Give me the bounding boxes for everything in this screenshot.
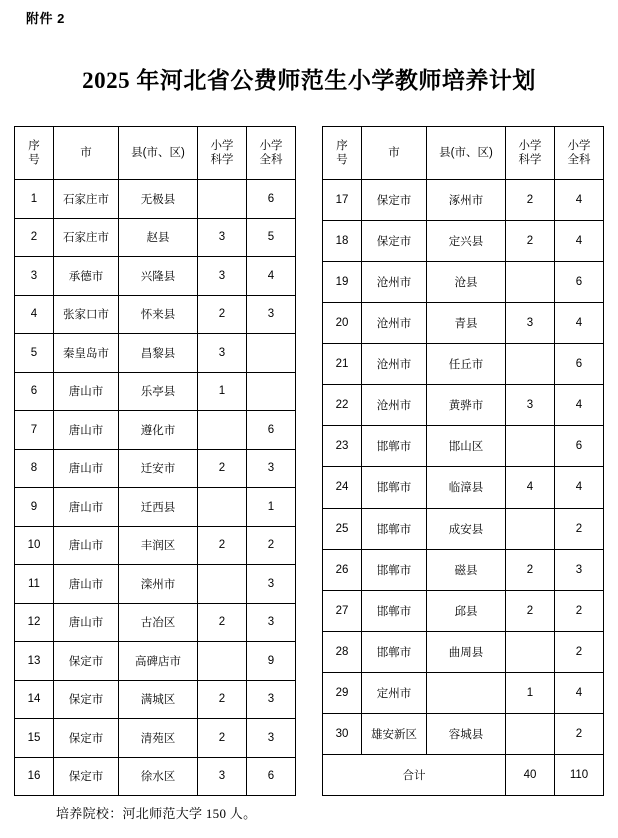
cell-city: 雄安新区 — [362, 713, 427, 754]
cell-county: 青县 — [427, 303, 506, 344]
cell-science — [506, 631, 555, 672]
table-row — [15, 334, 296, 373]
cell-science: 2 — [198, 449, 247, 488]
cell-city: 唐山市 — [54, 411, 119, 450]
cell-index: 12 — [15, 603, 54, 642]
cell-county: 邱县 — [427, 590, 506, 631]
cell-city: 保定市 — [54, 757, 119, 796]
cell-city: 邯郸市 — [362, 467, 427, 508]
cell-all: 2 — [555, 590, 604, 631]
cell-index: 10 — [15, 526, 54, 565]
cell-science — [198, 642, 247, 681]
cell-science: 4 — [506, 467, 555, 508]
cell-index: 27 — [323, 590, 362, 631]
cell-science: 2 — [198, 719, 247, 758]
cell-county: 满城区 — [119, 680, 198, 719]
table-row — [15, 642, 296, 681]
cell-science — [506, 344, 555, 385]
cell-city: 保定市 — [362, 221, 427, 262]
cell-city: 保定市 — [54, 719, 119, 758]
cell-science: 3 — [198, 218, 247, 257]
table-header-right — [323, 127, 604, 180]
table-row — [323, 303, 604, 344]
cell-all: 4 — [555, 180, 604, 221]
cell-all: 2 — [555, 713, 604, 754]
cell-science — [506, 713, 555, 754]
cell-science: 2 — [506, 180, 555, 221]
cell-index: 25 — [323, 508, 362, 549]
cell-county: 高碑店市 — [119, 642, 198, 681]
cell-all: 4 — [555, 303, 604, 344]
cell-city: 沧州市 — [362, 303, 427, 344]
cell-county: 曲周县 — [427, 631, 506, 672]
cell-all: 3 — [247, 449, 296, 488]
column-header-index: 序 号 — [15, 127, 54, 180]
cell-total-label: 合计 — [323, 754, 506, 795]
cell-city: 邯郸市 — [362, 508, 427, 549]
cell-county: 乐亭县 — [119, 372, 198, 411]
table-row — [323, 426, 604, 467]
table-row — [15, 257, 296, 296]
cell-index: 8 — [15, 449, 54, 488]
header-row — [15, 127, 296, 180]
cell-all: 2 — [555, 631, 604, 672]
cell-index: 20 — [323, 303, 362, 344]
table-row — [323, 385, 604, 426]
cell-county: 兴隆县 — [119, 257, 198, 296]
cell-index: 28 — [323, 631, 362, 672]
cell-city: 唐山市 — [54, 565, 119, 604]
table-row — [15, 449, 296, 488]
cell-city: 邯郸市 — [362, 631, 427, 672]
cell-all: 2 — [555, 508, 604, 549]
cell-all: 3 — [247, 565, 296, 604]
cell-all: 6 — [247, 411, 296, 450]
cell-city: 保定市 — [54, 642, 119, 681]
cell-all: 3 — [247, 295, 296, 334]
cell-county: 滦州市 — [119, 565, 198, 604]
table-row — [323, 713, 604, 754]
cell-science: 2 — [506, 590, 555, 631]
cell-science: 3 — [198, 334, 247, 373]
cell-county: 怀来县 — [119, 295, 198, 334]
cell-county: 丰润区 — [119, 526, 198, 565]
cell-county — [427, 672, 506, 713]
table-total-row — [323, 754, 604, 795]
cell-county: 迁西县 — [119, 488, 198, 527]
table-row — [323, 590, 604, 631]
cell-science: 2 — [198, 526, 247, 565]
cell-city: 秦皇岛市 — [54, 334, 119, 373]
cell-county: 遵化市 — [119, 411, 198, 450]
table-row — [323, 549, 604, 590]
header-row — [323, 127, 604, 180]
cell-city: 定州市 — [362, 672, 427, 713]
cell-index: 2 — [15, 218, 54, 257]
cell-science: 1 — [198, 372, 247, 411]
table-row — [15, 603, 296, 642]
cell-all: 4 — [555, 221, 604, 262]
cell-city: 邯郸市 — [362, 549, 427, 590]
cell-index: 14 — [15, 680, 54, 719]
cell-city: 邯郸市 — [362, 590, 427, 631]
cell-index: 5 — [15, 334, 54, 373]
tables-container — [0, 126, 618, 796]
cell-index: 19 — [323, 262, 362, 303]
table-row — [323, 221, 604, 262]
cell-city: 沧州市 — [362, 344, 427, 385]
cell-science: 3 — [198, 257, 247, 296]
cell-index: 16 — [15, 757, 54, 796]
cell-county: 任丘市 — [427, 344, 506, 385]
cell-science — [506, 426, 555, 467]
cell-science: 2 — [506, 549, 555, 590]
cell-county: 沧县 — [427, 262, 506, 303]
cell-all: 4 — [555, 385, 604, 426]
cell-city: 唐山市 — [54, 526, 119, 565]
cell-county: 昌黎县 — [119, 334, 198, 373]
table-row — [323, 262, 604, 303]
cell-all: 1 — [247, 488, 296, 527]
table-row — [15, 757, 296, 796]
cell-index: 13 — [15, 642, 54, 681]
table-row — [323, 508, 604, 549]
table-row — [323, 672, 604, 713]
cell-science — [198, 411, 247, 450]
cell-all: 5 — [247, 218, 296, 257]
cell-all: 3 — [555, 549, 604, 590]
cell-county: 迁安市 — [119, 449, 198, 488]
table-header-left — [15, 127, 296, 180]
table-row — [323, 467, 604, 508]
cell-city: 唐山市 — [54, 449, 119, 488]
table-row — [323, 180, 604, 221]
page-title: 2025 年河北省公费师范生小学教师培养计划 — [82, 68, 536, 93]
cell-all: 4 — [555, 467, 604, 508]
cell-index: 21 — [323, 344, 362, 385]
column-header-index: 序 号 — [323, 127, 362, 180]
cell-science: 1 — [506, 672, 555, 713]
cell-county: 临漳县 — [427, 467, 506, 508]
cell-county: 涿州市 — [427, 180, 506, 221]
cell-total-all: 110 — [555, 754, 604, 795]
cell-city: 唐山市 — [54, 488, 119, 527]
cell-city: 承德市 — [54, 257, 119, 296]
cell-index: 29 — [323, 672, 362, 713]
cell-science: 3 — [198, 757, 247, 796]
cell-city: 保定市 — [54, 680, 119, 719]
cell-index: 9 — [15, 488, 54, 527]
cell-all: 3 — [247, 603, 296, 642]
cell-science: 2 — [198, 295, 247, 334]
cell-county: 徐水区 — [119, 757, 198, 796]
cell-science — [198, 488, 247, 527]
attachment-label: 附件 2 — [26, 11, 65, 26]
cell-all: 6 — [555, 426, 604, 467]
table-row — [323, 631, 604, 672]
cell-city: 唐山市 — [54, 603, 119, 642]
cell-science — [198, 180, 247, 219]
cell-index: 26 — [323, 549, 362, 590]
table-row — [15, 295, 296, 334]
cell-all — [247, 372, 296, 411]
footer-note: 培养院校：河北师范大学 150 人。 — [56, 806, 257, 821]
cell-index: 3 — [15, 257, 54, 296]
plan-table-right — [322, 126, 604, 796]
cell-all: 2 — [247, 526, 296, 565]
cell-all: 3 — [247, 719, 296, 758]
cell-index: 24 — [323, 467, 362, 508]
table-row — [15, 719, 296, 758]
column-header-science: 小学 科学 — [506, 127, 555, 180]
table-row — [15, 180, 296, 219]
cell-all: 3 — [247, 680, 296, 719]
column-header-county: 县(市、区) — [427, 127, 506, 180]
cell-county: 邯山区 — [427, 426, 506, 467]
table-body-left — [15, 180, 296, 796]
table-body-right — [323, 180, 604, 796]
cell-index: 17 — [323, 180, 362, 221]
cell-county: 成安县 — [427, 508, 506, 549]
table-row — [15, 565, 296, 604]
cell-city: 张家口市 — [54, 295, 119, 334]
cell-total-science: 40 — [506, 754, 555, 795]
cell-index: 23 — [323, 426, 362, 467]
column-header-science: 小学 科学 — [198, 127, 247, 180]
cell-city: 沧州市 — [362, 262, 427, 303]
cell-all: 4 — [247, 257, 296, 296]
cell-city: 唐山市 — [54, 372, 119, 411]
cell-index: 4 — [15, 295, 54, 334]
cell-science: 3 — [506, 385, 555, 426]
cell-science: 2 — [198, 680, 247, 719]
cell-county: 无极县 — [119, 180, 198, 219]
cell-index: 18 — [323, 221, 362, 262]
column-header-city: 市 — [362, 127, 427, 180]
cell-all: 9 — [247, 642, 296, 681]
cell-science: 2 — [198, 603, 247, 642]
cell-index: 15 — [15, 719, 54, 758]
cell-all: 6 — [555, 262, 604, 303]
cell-county: 定兴县 — [427, 221, 506, 262]
table-row — [15, 526, 296, 565]
column-header-county: 县(市、区) — [119, 127, 198, 180]
cell-index: 7 — [15, 411, 54, 450]
table-row — [15, 372, 296, 411]
cell-all — [247, 334, 296, 373]
cell-city: 石家庄市 — [54, 180, 119, 219]
cell-science — [198, 565, 247, 604]
table-row — [15, 680, 296, 719]
table-row — [15, 411, 296, 450]
cell-index: 11 — [15, 565, 54, 604]
cell-city: 沧州市 — [362, 385, 427, 426]
table-row — [15, 218, 296, 257]
plan-table-left — [14, 126, 296, 796]
column-header-all-subjects: 小学 全科 — [247, 127, 296, 180]
cell-all: 6 — [555, 344, 604, 385]
cell-city: 邯郸市 — [362, 426, 427, 467]
cell-all: 6 — [247, 180, 296, 219]
cell-index: 22 — [323, 385, 362, 426]
cell-all: 6 — [247, 757, 296, 796]
cell-county: 清苑区 — [119, 719, 198, 758]
cell-all: 4 — [555, 672, 604, 713]
column-header-city: 市 — [54, 127, 119, 180]
cell-science — [506, 508, 555, 549]
cell-index: 1 — [15, 180, 54, 219]
cell-county: 容城县 — [427, 713, 506, 754]
cell-county: 黄骅市 — [427, 385, 506, 426]
cell-science: 2 — [506, 221, 555, 262]
cell-science: 3 — [506, 303, 555, 344]
cell-county: 磁县 — [427, 549, 506, 590]
cell-county: 赵县 — [119, 218, 198, 257]
cell-city: 石家庄市 — [54, 218, 119, 257]
cell-city: 保定市 — [362, 180, 427, 221]
cell-index: 30 — [323, 713, 362, 754]
table-row — [15, 488, 296, 527]
cell-county: 古冶区 — [119, 603, 198, 642]
cell-index: 6 — [15, 372, 54, 411]
cell-science — [506, 262, 555, 303]
column-header-all-subjects: 小学 全科 — [555, 127, 604, 180]
table-row — [323, 344, 604, 385]
